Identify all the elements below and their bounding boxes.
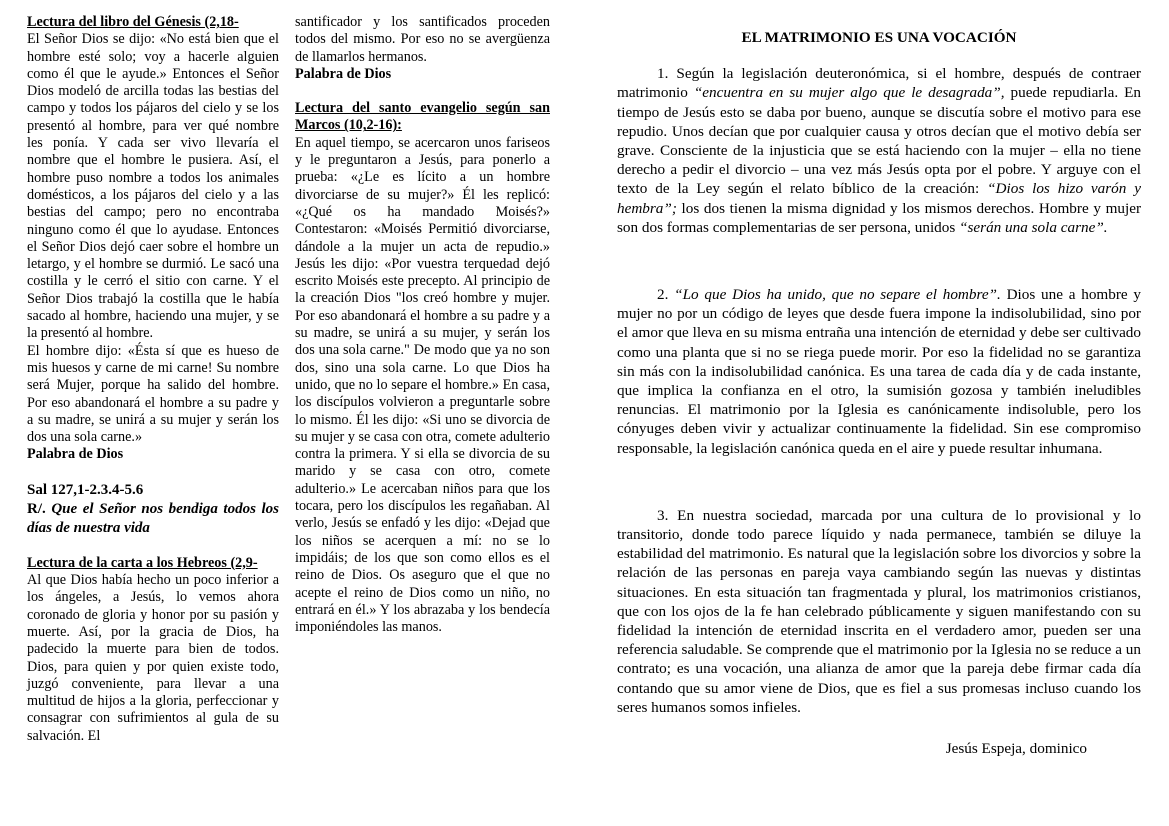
- psalm-response: [27, 500, 279, 538]
- hebrews-heading: Lectura de la carta a los Hebreos (2,9-: [27, 554, 258, 571]
- column-readings-left: [27, 14, 279, 745]
- p1-text-a: 1. Según la legislación deuteronómica, si el hombre, después de contraer matrimonio: [617, 65, 1141, 102]
- p2-quote-1: “Lo que Dios ha unido, que no separe el hombre”.: [674, 286, 1001, 304]
- genesis-text: El Señor Dios se dijo: «No está bien que el hombre esté solo; voy a hacerle alguien como él que le ayude.» Entonces el Señor Dios modeló de arcilla todas las bestias del campo y todos los pájaros del cielo y se los presentó al hombre, para ver qué nombre les ponía. Y cada ser vivo llevaría el nombre que el hombre le pusiera. Así, el hombre puso nombre a todos los animales domésticos, a los pájaros del cielo y a las bestias del campo; pero no encontraba ninguno como él que lo ayudase. Entonces el Señor Dios dejó caer sobre el hombre un letargo, y el hombre se durmió. Le sacó una costilla y le cerró el sitio con carne. Y el Señor Dios trabajó la costilla que le había sacado al hombre, haciendo una mujer, y se la presentó al hombre.: [27, 31, 279, 342]
- psalm-reference: Sal 127,1-2.3.4-5.6: [27, 481, 144, 498]
- p1-quote-3: “serán una sola carne”.: [959, 218, 1108, 236]
- psalm-response-text: Que el Señor nos bendiga todos los días de nuestra vida: [27, 500, 279, 536]
- gospel-heading: Lectura del santo evangelio según san Marcos (10,2-16):: [295, 100, 550, 134]
- reflection-title: EL MATRIMONIO ES UNA VOCACIÓN: [741, 29, 1017, 46]
- p2-text-a: 2.: [657, 286, 675, 304]
- p1-text-b: puede repudiarla. En tiempo de Jesús esto se daba por bueno, aunque se discutía sobre el motivo para ese repudio. Unos decían que por cualquier causa y otros decían que el motivo debía ser grave. Consciente de la injusticia que se está haciendo con la mujer – ella no tiene derecho a pedir el divorcio – una vez más Jesús opta por el pobre. Y arguye con el texto de la Ley según el relato bíblico de la creación:: [617, 84, 1141, 198]
- p1-quote-1: “encuentra en su mujer algo que le desagrada”,: [693, 84, 1005, 102]
- spacer: [295, 83, 550, 100]
- column-reflection: [617, 28, 1141, 758]
- genesis-heading: Lectura del libro del Génesis (2,18-: [27, 14, 239, 30]
- genesis-closing: Palabra de Dios: [27, 446, 124, 463]
- reflection-paragraph-2: [617, 285, 1141, 458]
- spacer: [27, 538, 279, 555]
- reflection-paragraph-3: 3. En nuestra sociedad, marcada por una cultura de lo provisional y lo transitorio, donde todo parece líquido y nada permanece, también se diluye la estabilidad del matrimonio. Es natural que la legislación sobre los divorcios y sobre la relación de las personas en pareja vaya cambiando según las nuevas y distintas situaciones. En esta situación tan fragmentada y plural, los matrimonios cristianos, que con los ojos de la fe han celebrado públicamente y siguen manifestando con su fidelidad la intención de eternidad inscrita en el verdadero amor, pueden ser una referencia saludable. Se comprende que el matrimonio por la Iglesia no se reduce a un contrato; es una vocación, una alianza de amor que la pareja debe firmar cada día contando que su amor viene de Dios, que es fiel a sus promesas incluso cuando los seres humanos somos infieles.: [617, 506, 1141, 716]
- psalm-response-prefix: R/.: [27, 500, 46, 517]
- gospel-text: En aquel tiempo, se acercaron unos fariseos y le preguntaron a Jesús, para ponerlo a prueba: «¿Le es lícito a un hombre divorciarse de su mujer?» Él les replicó: «¿Qué os ha mandado Moisés?» Contestaron: «Moisés Permitió divorciarse, dándole a la mujer un acta de repudio.» Jesús les dijo: «Por vuestra terquedad dejó escrito Moisés este precepto. Al principio de la creación Dios "los creó hombre y mujer. Por eso abandonará el hombre a su padre y a su madre, se unirá a su mujer, y serán los dos una sola carne." De modo que ya no son dos, sino una sola carne. Lo que Dios ha unido, que no lo separe el hombre.» En casa, los discípulos volvieron a preguntarle sobre lo mismo. Él les dijo: «Si uno se divorcia de su mujer y se casa con otra, comete adulterio contra la primera. Y si ella se divorcia de su marido y se casa con otro, comete adulterio.» Le acercaban niños para que los tocara, pero los discípulos les regañaban. Al verlo, Jesús se enfadó y les dijo: «Dejad que los niños se acerquen a mí: no se lo impidáis; de los que son como ellos es el reino de Dios. Os aseguro que el que no acepte el reino de Dios como un niño, no entrará en él.» Y los abrazaba y los bendecía imponiéndoles las manos.: [295, 134, 550, 636]
- hebrews-text-continued: santificador y los santificados proceden todos del mismo. Por eso no se avergüenza de llamarlos hermanos.: [295, 14, 550, 65]
- signature: Jesús Espeja, dominico: [945, 740, 1087, 758]
- genesis-text-2: El hombre dijo: «Ésta sí que es hueso de mis huesos y carne de mi carne! Su nombre será Mujer, porque ha salido del hombre. Por eso abandonará el hombre a su padre y a su madre, se unirá a su mujer y serán los dos una sola carne.»: [27, 342, 279, 446]
- reflection-paragraph-1: [617, 64, 1141, 237]
- p2-text-b: Dios une a hombre y mujer no por un código de leyes que desde fuera impone la indisolubilidad, sino por el amor que lleva en su misma entraña una intención de eternidad y debe ser cultivado como una planta que si no se riega puede morir. Por eso la fidelidad no se garantiza sin más con la indisolubilidad canónica. Es una tarea de cada día y de cada instante, que implica la confianza en el otro, la sumisión gozosa y también ineludibles renuncias. El matrimonio por la Iglesia es canónicamente indisoluble, pero los cónyuges deben vivir y actualizar continuamente la fidelidad. Sin ese compromiso responsable, la legislación canónica queda en el aire y puede resultar inhumana.: [617, 286, 1141, 457]
- column-readings-middle: [295, 14, 550, 636]
- p1-quote-2: “Dios los hizo varón y hembra”;: [617, 180, 1141, 217]
- hebrews-text: Al que Dios había hecho un poco inferior a los ángeles, a Jesús, lo vemos ahora coronado de gloria y honor por su pasión y muerte. Así, por la gracia de Dios, ha padecido la muerte para bien de todos. Dios, para quien y por quien existe todo, juzgó conveniente, para llevar a una multitud de hijos a la gloria, perfeccionar y consagrar con sufrimientos al gula de su salvación. El: [27, 572, 279, 744]
- hebrews-closing: Palabra de Dios: [295, 65, 392, 82]
- p1-text-c: los dos tienen la misma dignidad y los mismos derechos. Hombre y mujer son dos formas complementarias de ser persona, unidos: [617, 199, 1141, 236]
- psalm-block: [27, 481, 279, 538]
- spacer: [27, 464, 279, 481]
